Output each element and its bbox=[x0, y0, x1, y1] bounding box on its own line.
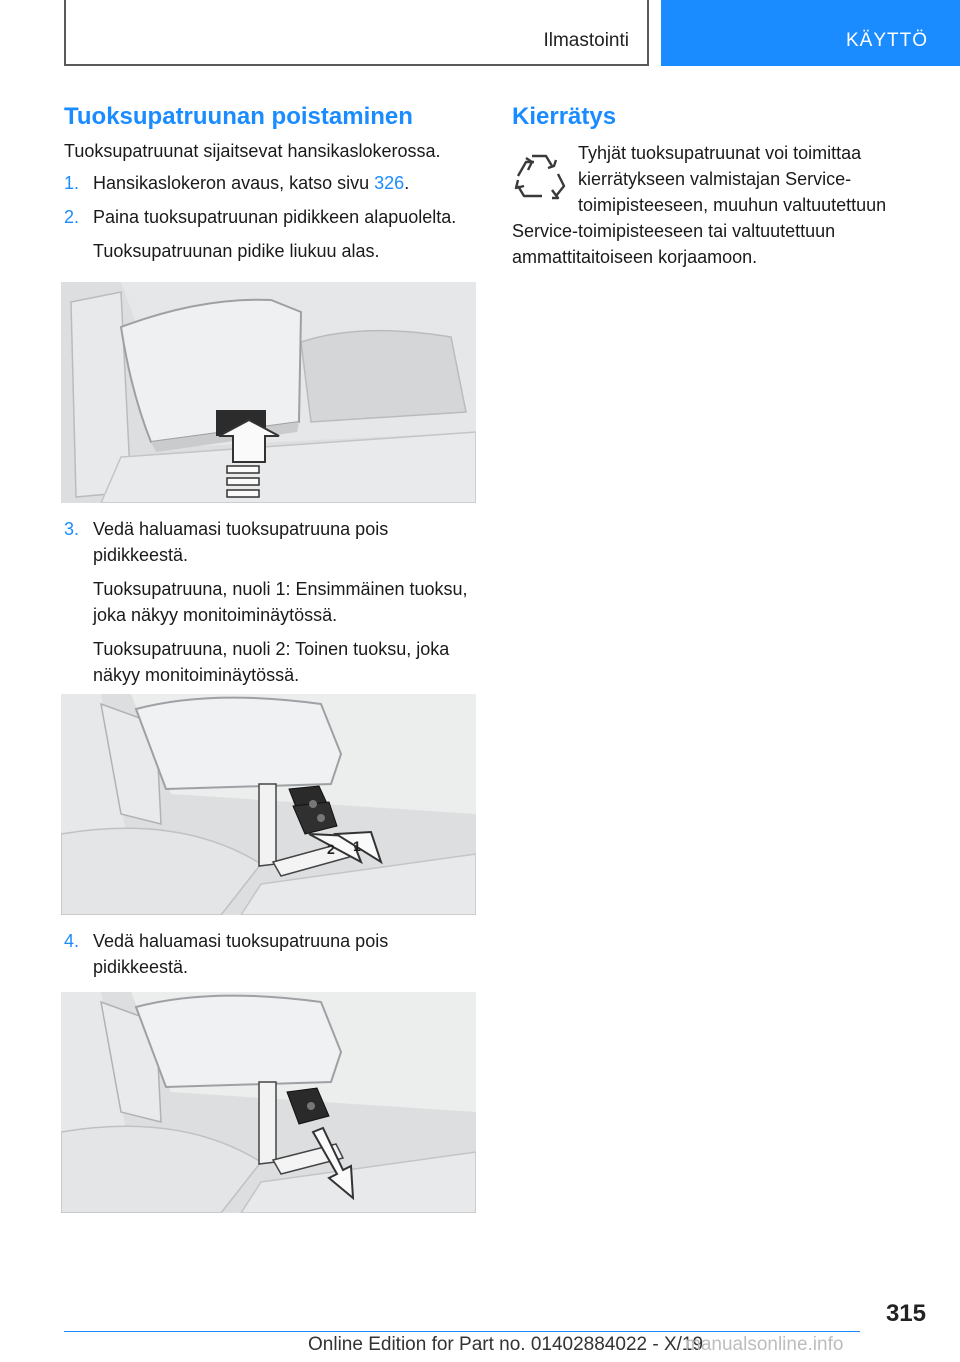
step-3-note-2: Tuoksupatruuna, nuoli 2: Toinen tuoksu, joka näkyy monitoiminäytössä. bbox=[93, 639, 450, 685]
step-text: Vedä haluamasi tuoksupatruuna pois pidikkeestä. bbox=[93, 931, 389, 977]
step-2 bbox=[64, 204, 476, 230]
step-number: 4. bbox=[64, 931, 80, 951]
glovebox-illustration-3 bbox=[61, 992, 476, 1213]
step-number: 1. bbox=[64, 173, 80, 193]
arrow-label-1: 1 bbox=[353, 838, 361, 854]
section-title: Tuoksupatruunan poistaminen bbox=[64, 103, 413, 130]
step-4 bbox=[64, 928, 476, 980]
header-chapter-title: KÄYTTÖ bbox=[845, 30, 928, 51]
icon-spacer bbox=[512, 140, 578, 218]
step-2-result: Tuoksupatruunan pidike liukuu alas. bbox=[93, 241, 380, 261]
step-3-note-1: Tuoksupatruuna, nuoli 1: Ensimmäinen tuoksu, joka näkyy monitoiminäytössä. bbox=[93, 579, 468, 625]
footer-watermark: manualsonline.info bbox=[685, 1334, 844, 1355]
step-text-end: . bbox=[404, 173, 410, 193]
header-section-title: Ilmastointi bbox=[543, 30, 629, 51]
footer-divider bbox=[64, 1331, 860, 1332]
step-4-block bbox=[64, 928, 476, 988]
header-section-tab bbox=[64, 0, 649, 66]
glovebox-illustration-2 bbox=[61, 694, 476, 915]
figure-cartridge-pull bbox=[61, 992, 476, 1213]
recycling-text bbox=[512, 140, 932, 270]
page-link[interactable]: 326 bbox=[374, 173, 405, 193]
step-text: Hansikaslokeron avaus, katso sivu bbox=[93, 173, 375, 193]
intro-text: Tuoksupatruunat sijaitsevat hansikaslokerossa. bbox=[64, 141, 441, 161]
step-3-block bbox=[64, 516, 476, 696]
step-text: Vedä haluamasi tuoksupatruuna pois pidikkeestä. bbox=[93, 519, 389, 565]
glovebox-illustration-1 bbox=[61, 282, 476, 503]
recycling-paragraph: Tyhjät tuoksupatruunat voi toimittaa kierrätykseen valmistajan Service-toimipisteeseen, muuhun valtuutettuun Service-toimipisteeseen tai valtuutettuun ammattitaitoiseen korjaamoon. bbox=[512, 143, 887, 267]
left-column bbox=[64, 100, 476, 272]
page-number: 315 bbox=[885, 1300, 926, 1327]
footer-edition: Online Edition for Part no. 01402884022 - X/19 bbox=[308, 1334, 704, 1355]
step-3 bbox=[64, 516, 476, 568]
arrow-label-2: 2 bbox=[327, 841, 335, 857]
step-number: 3. bbox=[64, 519, 80, 539]
step-1 bbox=[64, 170, 476, 196]
step-number: 2. bbox=[64, 207, 80, 227]
header-chapter-tab bbox=[661, 0, 960, 66]
step-text: Paina tuoksupatruunan pidikkeen alapuolelta. bbox=[93, 207, 457, 227]
figure-cartridge-arrows bbox=[61, 694, 476, 915]
figure-holder-press bbox=[61, 282, 476, 503]
section-title-recycling: Kierrätys bbox=[512, 103, 617, 130]
right-column bbox=[512, 100, 932, 138]
